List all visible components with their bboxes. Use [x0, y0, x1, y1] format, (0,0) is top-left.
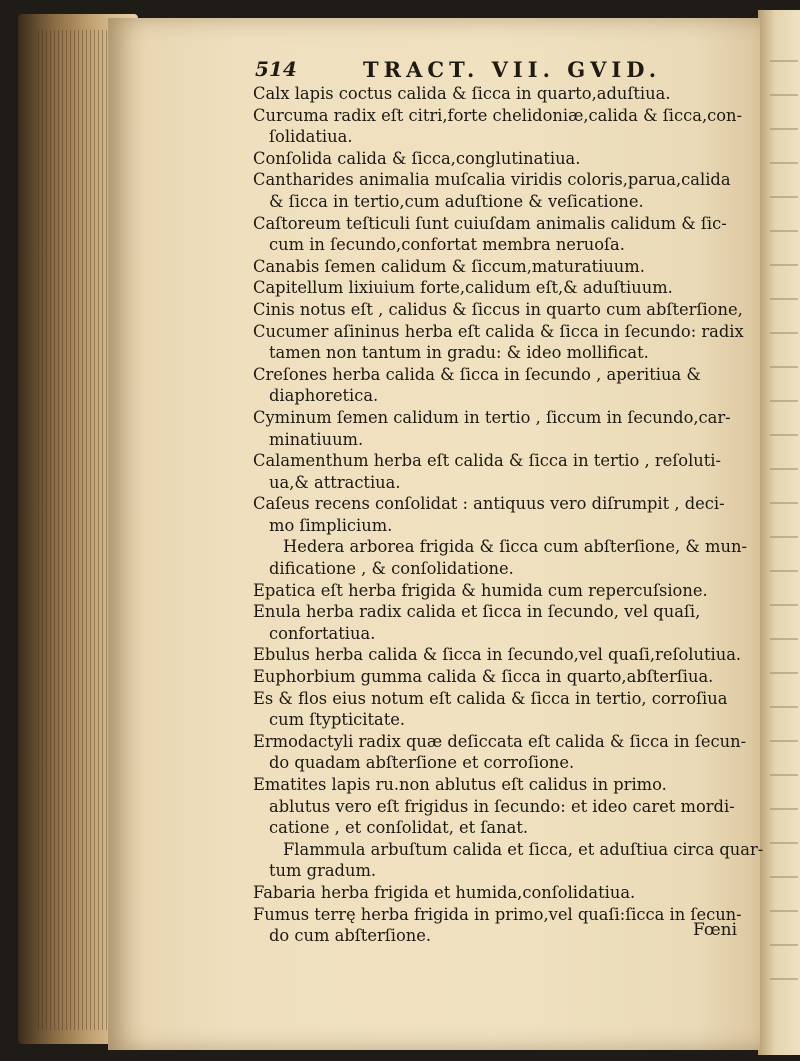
text-line: do quadam abſterſione et corroſione. — [269, 753, 575, 773]
text-line: Euphorbium gumma calida & ſicca in quarto,abſterſiua. — [253, 667, 714, 687]
text-block — [253, 83, 764, 947]
text-line: Capitellum lixiuium forte,calidum eſt,& aduſtiuum. — [253, 278, 673, 298]
text-line: Curcuma radix eſt citri,forte chelidoniæ,calida & ſicca,con- — [253, 105, 743, 125]
text-line: Calx lapis coctus calida & ſicca in quarto,aduſtiua. — [253, 84, 671, 103]
text-line: Cantharides animalia muſcalia viridis coloris,parua,calida — [253, 170, 731, 190]
text-line: minatiuum. — [269, 429, 364, 449]
text-line: cum in ſecundo,confortat membra neruoſa. — [269, 235, 625, 255]
text-line: Epatica eſt herba frigida & humida cum repercuſsione. — [253, 580, 708, 600]
text-line: ablutus vero eſt frigidus in ſecundo: et ideo caret mordi- — [269, 796, 735, 816]
text-line: Flammula arbuſtum calida et ſicca, et aduſtiua circa quar- — [283, 839, 764, 859]
text-line: Creſones herba calida & ſicca in ſecundo , aperitiua & — [253, 364, 701, 384]
text-line: dificatione , & conſolidatione. — [269, 559, 514, 579]
text-line: mo ſimplicium. — [269, 515, 393, 535]
text-line: Canabis ſemen calidum & ſiccum,maturatiuum. — [253, 256, 645, 276]
text-line: Ebulus herba calida & ſicca in ſecundo,vel quaſi,reſolutiua. — [253, 645, 742, 665]
text-line: Calamenthum herba eſt calida & ſicca in tertio , reſoluti- — [253, 451, 722, 471]
text-line: tamen non tantum in gradu: & ideo mollificat. — [269, 343, 649, 363]
text-line: Ematites lapis ru.non ablutus eſt calidus in primo. — [253, 775, 667, 794]
text-line: Cinis notus eſt , calidus & ſiccus in quarto cum abſterſione, — [253, 299, 743, 319]
text-line: confortatiua. — [269, 623, 376, 643]
text-line: Cyminum ſemen calidum in tertio , ſiccum in ſecundo,car- — [253, 407, 731, 427]
text-line: catione , et conſolidat, et ſanat. — [269, 818, 529, 838]
text-line: Hedera arborea frigida & ſicca cum abſterſione, & mun- — [283, 537, 747, 557]
text-line: Fumus terrę herba frigida in primo,vel quaſi:ſicca in ſecun- — [253, 904, 742, 924]
text-line: do cum abſterſione. — [269, 926, 432, 946]
text-line: Ermodactyli radix quæ deſiccata eſt calida & ſicca in ſecun- — [253, 731, 747, 751]
page-header — [255, 57, 695, 85]
text-line: ſolidatiua. — [269, 127, 353, 147]
text-line: cum ſtypticitate. — [269, 710, 406, 730]
text-line: Conſolida calida & ſicca,conglutinatiua. — [253, 148, 581, 168]
text-line: Caſeus recens conſolidat : antiquus vero diſrumpit , deci- — [253, 494, 725, 514]
text-line: ua,& attractiua. — [269, 472, 401, 492]
running-head: TRACT. VII. GVID. — [363, 57, 662, 82]
facing-page-bleed — [770, 60, 798, 1000]
text-line: Caſtoreum teſticuli ſunt cuiuſdam animalis calidum & ſic- — [253, 213, 727, 233]
text-line: Cucumer aſininus herba eſt calida & ſicca in ſecundo: radix — [253, 321, 744, 341]
text-line: Enula herba radix calida et ſicca in ſecundo, vel quaſi, — [253, 602, 701, 622]
text-line: & ſicca in tertio,cum aduſtione & veſicatione. — [269, 191, 644, 211]
page-number: 514 — [255, 57, 297, 81]
text-line: tum gradum. — [269, 861, 377, 881]
text-line: Es & flos eius notum eſt calida & ſicca in tertio, corroſiua — [253, 688, 728, 708]
text-line: diaphoretica. — [269, 386, 379, 406]
catchword: Fœni — [693, 920, 738, 940]
text-line: Fabaria herba frigida et humida,conſolidatiua. — [253, 882, 636, 902]
